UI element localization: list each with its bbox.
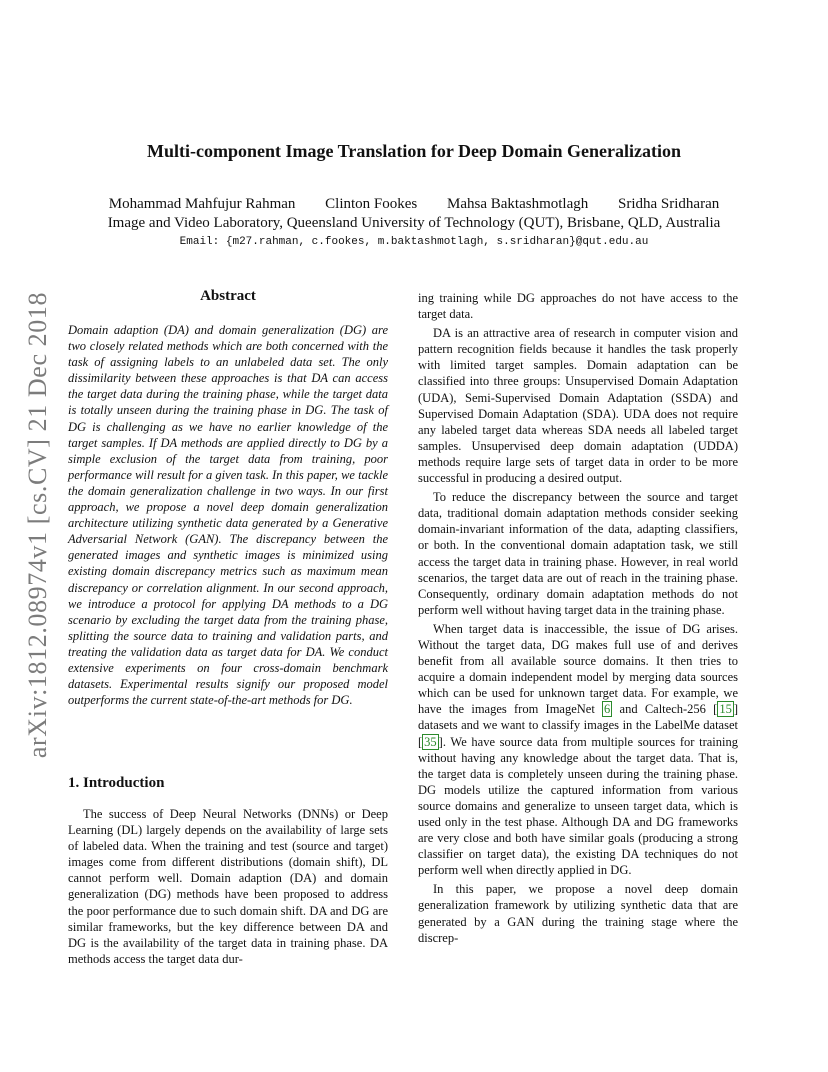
text-run: When target data is inaccessible, the issue of DG arises. Without the target data, DG makes full use of and derives benefit from all available source domains. It then tries to acquire a domain independent model by merging data sources which can be used for unknown target data. For example, we have the images from ImageNet — [418, 621, 738, 717]
author-name: Clinton Fookes — [325, 196, 418, 212]
paragraph: In this paper, we propose a novel deep domain generalization framework by utilizing synthetic data that are generated by a GAN during the training stage where the discrep- — [418, 882, 738, 945]
citation-link[interactable]: 15 — [719, 702, 732, 717]
arxiv-id-text: arXiv:1812.08974v1 [cs.CV] 21 Dec 2018 — [23, 291, 53, 759]
paragraph: The success of Deep Neural Networks (DNNs) or Deep Learning (DL) largely depends on the availability of large sets of labeled data. When the training and test (source and target) images come from different distributions (domain shift), DL cannot perform well. Domain adaption (DA) and domain generalization (DG) methods have been proposed to address the poor performance due to such domain shift. DA and DG are similar frameworks, but the key difference between DA and DG is the availability of the target data in training phase. DA methods access the target data dur- — [68, 807, 388, 966]
abstract-text: Domain adaption (DA) and domain generalization (DG) are two closely related methods which are both concerned with the task of assigning labels to an unlabeled data set. The only dissimilarity between these approaches is that DA can access the target data during the training phase, while the target data is totally unseen during the training phase in DG. The task of DG is challenging as we have no earlier knowledge of the target samples. If DA methods are applied directly to DG by a simple exclusion of the target data from training, poor performance will result for a given task. In this paper, we tackle the domain generalization challenge in two ways. In our first approach, we propose a novel deep domain generalization architecture utilizing synthetic data generated by a Generative Adversarial Network (GAN). The discrepancy between the generated images and synthetic images is minimized using existing domain discrepancy metrics such as maximum mean discrepancy or correlation alignment. In our second approach, we introduce a protocol for applying DA methods to a DG scenario by excluding the target data from the training phase, splitting the source data to training and validation parts, and treating the validation data as target data for DA. We conduct extensive experiments on four cross-domain benchmark datasets. Experimental results signify our proposed model outperforms the current state-of-the-art methods for DG. — [68, 323, 388, 708]
text-run: . We have source data from multiple sources for training without having any knowledge about the target data. That is, the target data is completely unseen during the training phase. DG models utilize the captured information from various source domains and generalize to unseen target data, which is used only in the test phase. Although DA and DG frameworks are very close and both have similar goals (producing a strong classifier on target data), the existing DA techniques do not perform well when directly applied in DG. — [418, 734, 738, 878]
left-column-body — [68, 806, 388, 970]
text-run: and Caltech-256 — [612, 702, 714, 717]
arxiv-identifier — [20, 285, 56, 765]
author-emails: Email: {m27.rahman, c.fookes, m.baktashmotlagh, s.sridharan}@qut.edu.au — [179, 236, 649, 248]
paragraph: To reduce the discrepancy between the source and target data, traditional domain adaptation methods consider seeking domain-invariant information of the data, adapting classifiers, or both. In the conventional domain adaptation task, we still access the target data in training phase. However, in real world scenarios, the target data are out of reach in the training phase. Consequently, ordinary domain adaptation methods do not perform well without having target data in the training phase. — [418, 490, 738, 617]
author-list — [0, 196, 828, 213]
abstract-heading: Abstract — [200, 288, 256, 304]
author-name: Mohammad Mahfujur Rahman — [108, 196, 296, 212]
author-name: Mahsa Baktashmotlagh — [447, 196, 589, 212]
section-heading-introduction: 1. Introduction — [68, 775, 165, 791]
citation-link[interactable]: 6 — [604, 702, 611, 717]
right-column-body — [418, 290, 738, 949]
affiliation: Image and Video Laboratory, Queensland University of Technology (QUT), Brisbane, QLD, Australia — [107, 215, 721, 231]
text-run: datasets and we want to classify images in the LabelMe dataset — [418, 718, 738, 733]
paragraph: ing training while DG approaches do not have access to the target data. — [418, 291, 738, 322]
paragraph: When target data is inaccessible, the issue of DG arises. Without the target data, DG makes full use of and derives benefit from all available source domains. It then tries to acquire a domain independent model by merging data sources which can be used for unknown target data. For example, we have the images from ImageNet 6 and Caltech-256 [ 15 ] datasets and we want to classify images in the LabelMe dataset [ 35 ]. We have source data from multiple sources for training without having any knowledge about the target data. That is, the target data is completely unseen during the training phase. DG models utilize the captured information from various source domains and generalize to unseen target data, which is used only in the test phase. Although DA and DG frameworks are very close and both have similar goals (producing a strong classifier on target data), the existing DA techniques do not perform well when directly applied in DG. — [418, 621, 738, 878]
author-name: Sridha Sridharan — [618, 196, 720, 212]
citation-link[interactable]: 35 — [424, 734, 437, 749]
paragraph: DA is an attractive area of research in computer vision and pattern recognition fields because it handles the task properly with limited target samples. Domain adaptation can be classified into three groups: Unsupervised Domain Adaptation (UDA), Semi-Supervised Domain Adaptation (SSDA) and Supervised Domain Adaptation (SDA). UDA does not require any labeled target data whereas SDA needs all labeled target samples. Unsupervised deep domain adaptation (UDDA) methods require large sets of target data in order to be more successful in producing a desired output. — [418, 326, 738, 486]
paper-title: Multi-component Image Translation for Deep Domain Generalization — [147, 141, 681, 161]
